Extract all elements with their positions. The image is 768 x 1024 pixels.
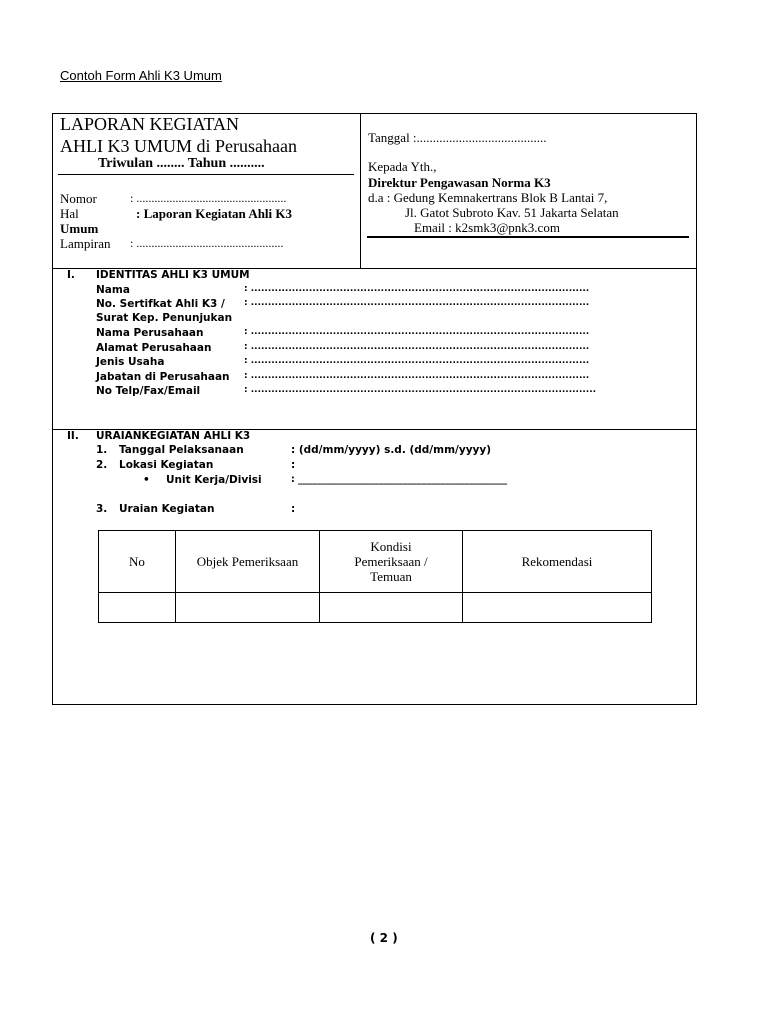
field-alamat-value: : ................................................................................................... bbox=[244, 342, 590, 352]
table-row bbox=[99, 593, 652, 623]
item2-number: 2. bbox=[96, 459, 108, 471]
page-number: ( 2 ) bbox=[370, 931, 398, 945]
field-alamat-label: Alamat Perusahaan bbox=[96, 342, 212, 354]
item3-number: 3. bbox=[96, 503, 108, 515]
table-header-row bbox=[99, 531, 652, 593]
field-perusahaan-value: : ................................................................................................... bbox=[244, 327, 590, 337]
title-underline bbox=[58, 174, 354, 175]
section2-title: URAIANKEGIATAN AHLI K3 bbox=[96, 430, 251, 442]
cell-objek[interactable] bbox=[176, 593, 320, 623]
nomor-value: : .................................................. bbox=[130, 191, 287, 205]
field-telp-label: No Telp/Fax/Email bbox=[96, 385, 201, 397]
col-header-kondisi bbox=[320, 531, 463, 593]
item1-label: Tanggal Pelaksanaan bbox=[119, 444, 244, 456]
field-nama-label: Nama bbox=[96, 284, 130, 296]
item3-label: Uraian Kegiatan bbox=[119, 503, 215, 515]
section1-title: IDENTITAS AHLI K3 UMUM bbox=[96, 269, 250, 281]
item2-value: : bbox=[291, 459, 296, 471]
bullet-icon: • bbox=[143, 474, 150, 486]
section2-number: II. bbox=[67, 430, 79, 442]
kepada-line: Kepada Yth., bbox=[368, 159, 437, 174]
hal-value: : Laporan Kegiatan Ahli K3 bbox=[136, 206, 293, 221]
kondisi-line2: Pemeriksaan / bbox=[354, 554, 428, 569]
report-title-line2: AHLI K3 UMUM di Perusahaan bbox=[60, 136, 297, 156]
section1-number: I. bbox=[67, 269, 75, 281]
col-header-objek: Objek Pemeriksaan bbox=[176, 531, 320, 593]
lampiran-label: Lampiran bbox=[60, 236, 111, 251]
field-penunjukan-label: Surat Kep. Penunjukan bbox=[96, 312, 233, 324]
item1-value: : (dd/mm/yyyy) s.d. (dd/mm/yyyy) bbox=[291, 444, 492, 456]
field-sertifikat-label: No. Sertifkat Ahli K3 / bbox=[96, 298, 225, 310]
col-header-rekomendasi: Rekomendasi bbox=[463, 531, 652, 593]
cell-rekomendasi[interactable] bbox=[463, 593, 652, 623]
field-telp-value: : ..................................................................................................... bbox=[244, 385, 597, 395]
address-line2: Jl. Gatot Subroto Kav. 51 Jakarta Selatan bbox=[405, 205, 619, 220]
direktur-line: Direktur Pengawasan Norma K3 bbox=[368, 175, 551, 190]
field-jabatan-label: Jabatan di Perusahaan bbox=[96, 371, 230, 383]
col-header-no: No bbox=[99, 531, 176, 593]
report-period: Triwulan ........ Tahun .......... bbox=[98, 156, 265, 171]
item2-label: Lokasi Kegiatan bbox=[119, 459, 214, 471]
item3-value: : bbox=[291, 503, 296, 515]
hal-value-cont: Umum bbox=[60, 221, 99, 236]
kondisi-line3: Temuan bbox=[370, 569, 412, 584]
lampiran-value: : ................................................. bbox=[130, 236, 284, 250]
address-underline bbox=[367, 236, 689, 238]
kondisi-line1: Kondisi bbox=[370, 539, 412, 554]
field-jenis-usaha-label: Jenis Usaha bbox=[96, 356, 165, 368]
field-jenis-usaha-value: : ................................................................................................... bbox=[244, 356, 590, 366]
field-sertifikat-value: : ................................................................................................... bbox=[244, 298, 590, 308]
hal-label: Hal bbox=[60, 206, 79, 221]
field-jabatan-value: : ................................................................................................... bbox=[244, 371, 590, 381]
unit-kerja-label: Unit Kerja/Divisi bbox=[166, 474, 262, 486]
email-line: Email : k2smk3@pnk3.com bbox=[414, 220, 560, 235]
page-header: Contoh Form Ahli K3 Umum bbox=[60, 68, 222, 83]
field-nama-value: : ................................................................................................... bbox=[244, 284, 590, 294]
cell-no[interactable] bbox=[99, 593, 176, 623]
report-title-line1: LAPORAN KEGIATAN bbox=[60, 114, 240, 134]
address-line1: d.a : Gedung Kemnakertrans Blok B Lantai 7, bbox=[368, 190, 608, 205]
tanggal-field: Tanggal :........................................ bbox=[368, 130, 547, 145]
nomor-label: Nomor bbox=[60, 191, 97, 206]
unit-kerja-value: : ____________________________________________ bbox=[291, 474, 508, 485]
field-perusahaan-label: Nama Perusahaan bbox=[96, 327, 204, 339]
cell-kondisi[interactable] bbox=[320, 593, 463, 623]
header-box-divider bbox=[360, 113, 361, 269]
item1-number: 1. bbox=[96, 444, 108, 456]
activity-table bbox=[98, 530, 652, 623]
